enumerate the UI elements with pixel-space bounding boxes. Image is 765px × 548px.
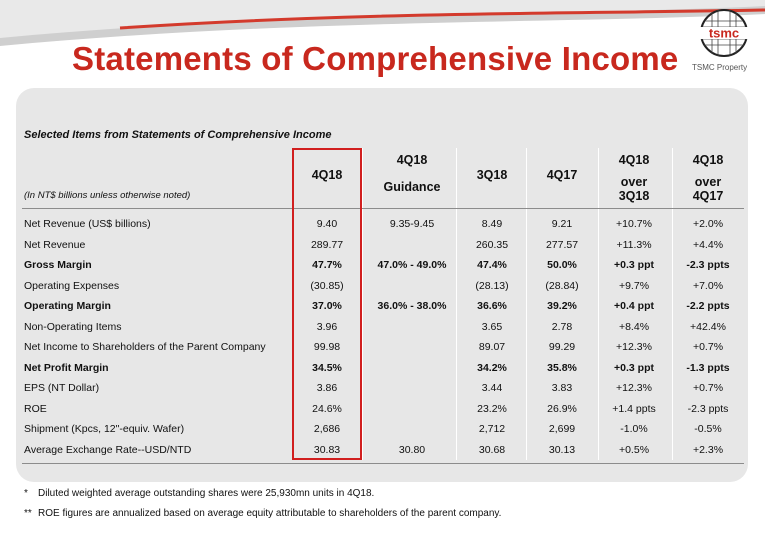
table-cell: -1.0%: [620, 423, 648, 435]
table-cell: -2.2 ppts: [686, 300, 730, 312]
column-header: 4Q18: [692, 153, 724, 167]
table-cell: 260.35: [475, 238, 509, 251]
table-cell: +10.7%: [616, 218, 652, 230]
row-label: ROE: [24, 402, 47, 415]
table-cell: 3.96: [316, 320, 338, 333]
table-cell: 30.68: [478, 443, 506, 456]
table-cell: -0.5%: [694, 423, 722, 435]
table-cell: 50.0%: [547, 259, 577, 271]
table-cell: +42.4%: [690, 320, 726, 333]
column-header: 3Q18: [476, 168, 508, 182]
table-cell: 47.0% - 49.0%: [377, 259, 447, 271]
table-row: [0, 318, 765, 338]
row-label: Operating Expenses: [24, 279, 120, 292]
table-cell: 37.0%: [312, 300, 342, 312]
table-cell: -1.3 ppts: [686, 361, 730, 374]
table-cell: 289.77: [310, 238, 344, 251]
table-row: [0, 400, 765, 420]
table-cell: 2,686: [313, 423, 341, 435]
table-cell: 23.2%: [477, 402, 507, 415]
table-cell: 47.7%: [312, 259, 342, 271]
table-row: [0, 297, 765, 317]
table-row: [0, 441, 765, 461]
table-cell: +11.3%: [616, 238, 652, 251]
table-cell: 2.78: [551, 320, 573, 333]
row-label: Gross Margin: [24, 259, 92, 271]
table-cell: 39.2%: [547, 300, 577, 312]
table-cell: +2.0%: [692, 218, 724, 230]
row-label: Net Revenue (US$ billions): [24, 218, 151, 230]
table-cell: +4.4%: [692, 238, 724, 251]
table-cell: 2,712: [478, 423, 506, 435]
logo-caption: TSMC Property: [692, 63, 748, 72]
column-header: 3Q18: [618, 189, 650, 203]
table-cell: 26.9%: [547, 402, 577, 415]
table-cell: -2.3 ppts: [687, 402, 729, 415]
table-cell: +0.7%: [692, 341, 724, 353]
column-header: over: [694, 175, 722, 189]
table-row: [0, 236, 765, 256]
table-cell: 30.83: [313, 443, 341, 456]
table-cell: +2.3%: [692, 443, 724, 456]
header-rule: [22, 208, 744, 209]
table-row: [0, 215, 765, 235]
row-label: Net Income to Shareholders of the Parent Company: [24, 341, 266, 353]
table-cell: +0.4 ppt: [614, 300, 654, 312]
units-note: (In NT$ billions unless otherwise noted): [24, 190, 191, 201]
table-cell: +0.7%: [692, 382, 724, 394]
table-subtitle: Selected Items from Statements of Comprehensive Income: [24, 129, 332, 141]
table-cell: 2,699: [548, 423, 576, 435]
table-cell: 9.35-9.45: [389, 218, 435, 230]
column-header: 4Q18: [618, 153, 650, 167]
column-header: 4Q18: [396, 153, 428, 167]
table-cell: 3.44: [481, 382, 503, 394]
table-cell: 9.21: [551, 218, 573, 230]
table-cell: +12.3%: [616, 341, 652, 353]
table-cell: 8.49: [481, 218, 503, 230]
row-label: Average Exchange Rate--USD/NTD: [24, 443, 192, 456]
table-cell: 99.29: [548, 341, 576, 353]
row-label: Operating Margin: [24, 300, 111, 312]
table-bottom-rule: [22, 463, 744, 464]
row-label: EPS (NT Dollar): [24, 382, 100, 394]
table-cell: 36.0% - 38.0%: [377, 300, 447, 312]
table-cell: 30.80: [398, 443, 426, 456]
table-cell: 3.86: [316, 382, 338, 394]
table-cell: +0.3 ppt: [614, 259, 654, 271]
table-cell: +12.3%: [616, 382, 652, 394]
table-cell: +0.5%: [618, 443, 650, 456]
table-cell: 99.98: [313, 341, 341, 353]
table-cell: 3.83: [551, 382, 573, 394]
table-cell: 277.57: [545, 238, 579, 251]
table-cell: 34.5%: [312, 361, 342, 374]
tsmc-logo: [693, 8, 755, 58]
table-cell: 35.8%: [547, 361, 577, 374]
table-cell: -2.3 ppts: [686, 259, 730, 271]
row-label: Shipment (Kpcs, 12"-equiv. Wafer): [24, 423, 185, 435]
highlight-4q18-column: [292, 148, 362, 460]
row-label: Non-Operating Items: [24, 320, 122, 333]
table-cell: 47.4%: [477, 259, 507, 271]
table-cell: 89.07: [478, 341, 506, 353]
table-cell: 24.6%: [312, 402, 342, 415]
table-cell: (28.84): [545, 279, 579, 292]
table-row: [0, 420, 765, 440]
table-cell: (30.85): [310, 279, 344, 292]
row-label: Net Profit Margin: [24, 361, 109, 374]
table-cell: +7.0%: [692, 279, 724, 292]
table-cell: 9.40: [316, 218, 338, 230]
table-cell: +1.4 ppts: [612, 402, 656, 415]
footnote-roe: ** ROE figures are annualized based on average equity attributable to shareholders of the parent company.: [24, 508, 502, 519]
table-cell: (28.13): [475, 279, 509, 292]
table-cell: 36.6%: [477, 300, 507, 312]
table-row: [0, 379, 765, 399]
table-cell: +0.3 ppt: [614, 361, 654, 374]
logo-text: tsmc: [708, 25, 740, 41]
table-cell: +8.4%: [618, 320, 650, 333]
table-row: [0, 277, 765, 297]
table-row: [0, 359, 765, 379]
column-header: 4Q18: [311, 168, 343, 182]
table-cell: 3.65: [481, 320, 503, 333]
table-cell: +9.7%: [618, 279, 650, 292]
row-label: Net Revenue: [24, 238, 86, 251]
table-cell: 30.13: [548, 443, 576, 456]
column-header: Guidance: [383, 180, 441, 194]
column-header: over: [620, 175, 648, 189]
column-header: 4Q17: [546, 168, 578, 182]
table-row: [0, 338, 765, 358]
table-row: [0, 256, 765, 276]
page-title: Statements of Comprehensive Income: [72, 40, 679, 77]
column-header: 4Q17: [692, 189, 724, 203]
table-cell: 34.2%: [477, 361, 507, 374]
footnote-diluted-shares: * Diluted weighted average outstanding shares were 25,930mn units in 4Q18.: [24, 488, 375, 499]
